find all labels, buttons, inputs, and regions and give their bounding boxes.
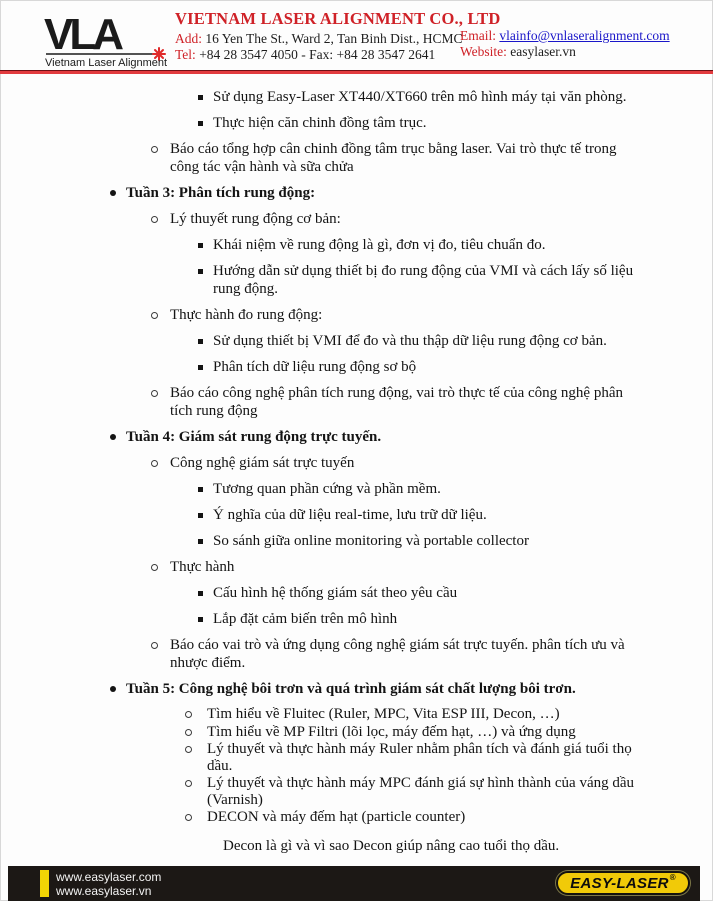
bullet-icon: [151, 390, 158, 397]
list-item-text: Lý thuyết và thực hành máy MPC đánh giá sự hình thành của váng dầu (Varnish): [207, 775, 635, 808]
header-divider: [0, 70, 713, 74]
list-item: [0, 809, 647, 826]
list-item-text: Tuần 3: Phân tích rung động:: [126, 185, 316, 201]
logo-tagline: Vietnam Laser Alignment: [45, 57, 168, 69]
bullet-icon: [198, 95, 203, 100]
list-item-text: Sử dụng Easy-Laser XT440/XT660 trên mô hình máy tại văn phòng.: [213, 89, 627, 105]
vla-acronym: VLA: [44, 10, 120, 59]
vla-logo: [18, 7, 173, 69]
list-item-text: Tìm hiểu về MP Filtri (lõi lọc, máy đếm hạt, …) và ứng dụng: [207, 723, 576, 740]
list-item-text: Tuần 5: Công nghệ bôi trơn và quá trình giám sát chất lượng bôi trơn.: [126, 681, 576, 697]
footer-url-com: www.easylaser.com: [56, 870, 162, 884]
bullet-icon: [151, 460, 158, 467]
list-item-text: Báo cáo tổng hợp cân chinh đồng tâm trục bằng laser. Vai trò thực tế trong công tác vận hành và sữa chửa: [170, 141, 617, 175]
website-row: [460, 44, 670, 60]
list-item-text: So sánh giữa online monitoring và portable collector: [213, 533, 529, 549]
bullet-icon: [110, 686, 116, 692]
bullet-icon: [151, 564, 158, 571]
list-item-text: Decon là gì và vì sao Decon giúp nâng cao tuổi thọ dầu.: [223, 837, 560, 854]
list-item: [0, 610, 647, 628]
company-name: VIETNAM LASER ALIGNMENT CO., LTD: [175, 9, 501, 28]
bullet-icon: [185, 814, 192, 821]
list-item: [0, 358, 647, 376]
list-item: [0, 724, 647, 741]
registered-mark: ®: [669, 873, 676, 882]
document-body: [0, 76, 713, 865]
address-label: Add:: [175, 31, 202, 46]
email-link[interactable]: vlainfo@vnlaseralignment.com: [499, 28, 670, 43]
footer-bar: [8, 866, 700, 901]
list-item: [0, 680, 647, 698]
list-item: [0, 741, 647, 774]
website-value: easylaser.vn: [510, 43, 576, 59]
list-item-text: Khái niệm về rung động là gì, đơn vị đo, tiêu chuẩn đo.: [213, 237, 546, 253]
bullet-icon: [185, 746, 192, 753]
bullet-icon: [185, 711, 192, 718]
bullet-icon: [198, 121, 203, 126]
footer-urls: [56, 870, 161, 898]
list-item-text: Hướng dẫn sử dụng thiết bị đo rung động của VMI và cách lấy số liệu rung động.: [213, 263, 634, 297]
company-address: [175, 31, 500, 47]
bullet-icon: [185, 729, 192, 736]
list-item-text: Lý thuyết và thực hành máy Ruler nhằm phân tích và đánh giá tuổi thọ dầu.: [207, 741, 632, 774]
bullet-icon: [198, 269, 203, 274]
list-item: [0, 454, 647, 472]
website-label: Website:: [460, 43, 507, 59]
list-item: [0, 88, 647, 106]
list-item-text: Báo cáo vai trò và ứng dụng công nghệ giám sát trực tuyến. phân tích ưu và nhược điểm.: [170, 637, 625, 671]
bullet-icon: [198, 513, 203, 518]
list-item-text: Báo cáo công nghệ phân tích rung động, vai trò thực tế của công nghệ phân tích rung động: [170, 385, 623, 419]
list-item: [0, 140, 647, 176]
list-item-text: Lắp đặt cảm biến trên mô hình: [213, 611, 398, 627]
bullet-icon: [198, 339, 203, 344]
list-item-text: Tuần 4: Giám sát rung động trực tuyến.: [126, 429, 382, 445]
list-item: [0, 210, 647, 228]
bullet-icon: [198, 539, 203, 544]
bullet-icon: [151, 146, 158, 153]
list-item: [0, 384, 647, 420]
bullet-icon: [185, 780, 192, 787]
list-item: [0, 262, 647, 298]
list-item-text: Tìm hiểu về Fluitec (Ruler, MPC, Vita ESP III, Decon, …): [207, 706, 560, 722]
footer-accent-bar: [40, 870, 49, 897]
tel-label: Tel:: [175, 46, 196, 62]
company-phone: [175, 47, 500, 63]
list-item: [0, 775, 647, 808]
list-item-text: Sử dụng thiết bị VMI để đo và thu thập dữ liệu rung động cơ bản.: [213, 333, 607, 349]
easy-laser-logo: [556, 871, 690, 895]
list-item: [0, 506, 647, 524]
list-item: [0, 706, 647, 723]
contact-block: [460, 28, 670, 59]
list-item: [0, 636, 647, 672]
list-item: [0, 428, 647, 446]
bullet-icon: [110, 434, 116, 440]
bullet-icon: [151, 312, 158, 319]
bullet-icon: [198, 365, 203, 370]
footer-url-vn: www.easylaser.vn: [56, 884, 152, 898]
email-label: Email:: [460, 28, 496, 43]
list-item-text: Thực hành đo rung động:: [170, 307, 323, 323]
bullet-icon: [151, 216, 158, 223]
company-block: [175, 9, 500, 62]
bullet-icon: [198, 243, 203, 248]
list-item-text: Lý thuyết rung động cơ bản:: [170, 211, 341, 227]
list-item-text: Ý nghĩa của dữ liệu real-time, lưu trữ dữ liệu.: [213, 507, 487, 523]
laser-star-center: [157, 52, 162, 57]
list-item: [0, 837, 647, 855]
list-item: [0, 584, 647, 602]
list-item-text: Công nghệ giám sát trực tuyến: [170, 455, 355, 471]
vla-logo-graphic: [18, 7, 173, 69]
list-item-text: Thực hiện căn chinh đồng tâm trục.: [213, 115, 427, 131]
list-item: [0, 332, 647, 350]
list-item-text: Thực hành: [170, 559, 235, 575]
email-row: [460, 28, 670, 44]
list-item-text: Phân tích dữ liệu rung động sơ bộ: [213, 359, 417, 375]
list-item: [0, 558, 647, 576]
list-item: [0, 306, 647, 324]
list-item-text: Tương quan phần cứng và phần mềm.: [213, 481, 441, 497]
bullet-icon: [198, 591, 203, 596]
list-item: [0, 532, 647, 550]
bullet-icon: [198, 487, 203, 492]
list-item: [0, 480, 647, 498]
easy-laser-brand: EASY-LASER: [570, 874, 669, 892]
list-item: [0, 236, 647, 254]
address-value: 16 Yen The St., Ward 2, Tan Binh Dist., HCMC: [205, 31, 463, 46]
list-item: [0, 114, 647, 132]
list-item: [0, 184, 647, 202]
bullet-icon: [110, 190, 116, 196]
list-item-text: DECON và máy đếm hạt (particle counter): [207, 809, 466, 825]
tel-value: +84 28 3547 4050 - Fax: +84 28 3547 2641: [199, 46, 436, 62]
list-item-text: Cấu hình hệ thống giám sát theo yêu cầu: [213, 585, 458, 601]
bullet-icon: [151, 642, 158, 649]
bullet-icon: [198, 617, 203, 622]
